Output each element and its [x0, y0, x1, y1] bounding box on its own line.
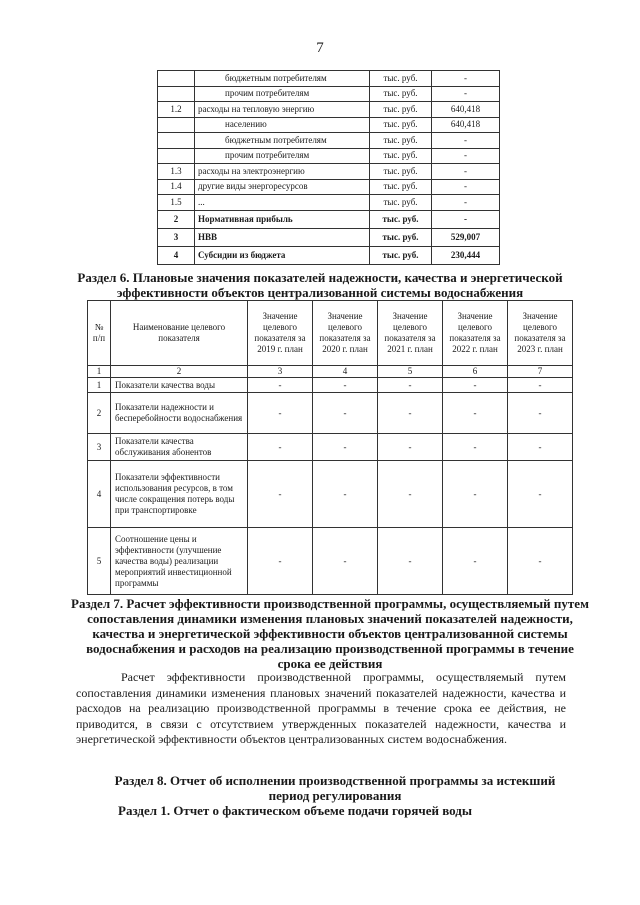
- table-row: [158, 179, 500, 195]
- row-value: 640,418: [432, 117, 500, 133]
- table-row: [88, 461, 573, 528]
- row-value: -: [432, 210, 500, 228]
- header-2021: Значение целевого показателя за 2021 г. план: [378, 301, 443, 366]
- row-number: 1.2: [158, 102, 195, 118]
- row-name: ...: [195, 195, 370, 211]
- row-number: 2: [88, 393, 111, 434]
- row-value: 529,007: [432, 228, 500, 246]
- row-value: -: [248, 378, 313, 393]
- row-name: Показатели качества воды: [111, 378, 248, 393]
- row-unit: тыс. руб.: [370, 117, 432, 133]
- row-unit: тыс. руб.: [370, 228, 432, 246]
- row-number: 4: [158, 246, 195, 264]
- row-value: -: [443, 434, 508, 461]
- colnum: 1: [88, 366, 111, 378]
- row-value: -: [378, 528, 443, 595]
- row-number: [158, 86, 195, 102]
- header-2023: Значение целевого показателя за 2023 г. план: [508, 301, 573, 366]
- row-unit: тыс. руб.: [370, 164, 432, 180]
- header-2020: Значение целевого показателя за 2020 г. план: [313, 301, 378, 366]
- row-value: -: [432, 195, 500, 211]
- row-unit: тыс. руб.: [370, 195, 432, 211]
- row-unit: тыс. руб.: [370, 71, 432, 87]
- row-name: НВВ: [195, 228, 370, 246]
- row-value: -: [313, 528, 378, 595]
- table-row: [88, 434, 573, 461]
- row-unit: тыс. руб.: [370, 133, 432, 149]
- page-number: 7: [316, 40, 324, 56]
- row-value: -: [378, 461, 443, 528]
- row-value: -: [443, 393, 508, 434]
- row-value: 230,444: [432, 246, 500, 264]
- table-row: [158, 228, 500, 246]
- row-number: [158, 117, 195, 133]
- table-row: [88, 393, 573, 434]
- row-unit: тыс. руб.: [370, 210, 432, 228]
- row-value: -: [508, 528, 573, 595]
- row-value: -: [313, 461, 378, 528]
- row-number: [158, 133, 195, 149]
- section7-paragraph: Расчет эффективности производственной программы, осуществляемый путем сопоставления динамики изменения плановых значений показателей надежности, качества и расходов на реализацию производственной программы в течение срока ее действия, не приводится, в связи с отсутствием утвержденных показателей надежности, качества и энергетической эффективности объектов централизованных систем водоснабжения.: [76, 670, 566, 747]
- table-row: [158, 133, 500, 149]
- cost-table: [157, 70, 500, 265]
- column-numbers-row: [88, 366, 573, 378]
- row-value: -: [508, 378, 573, 393]
- row-value: -: [378, 378, 443, 393]
- colnum: 4: [313, 366, 378, 378]
- row-unit: тыс. руб.: [370, 179, 432, 195]
- row-unit: тыс. руб.: [370, 86, 432, 102]
- indicators-table: [87, 300, 573, 595]
- section6-title: Раздел 6. Плановые значения показателей надежности, качества и энергетической эффективности объектов централизованной системы водоснабжения: [77, 270, 563, 300]
- row-value: -: [313, 393, 378, 434]
- header-name: Наименование целевого показателя: [111, 301, 248, 366]
- table-row: [88, 378, 573, 393]
- row-value: -: [248, 434, 313, 461]
- colnum: 3: [248, 366, 313, 378]
- row-name: Соотношение цены и эффективности (улучшение качества воды) реализации мероприятий инвестиционной программы: [111, 528, 248, 595]
- colnum: 7: [508, 366, 573, 378]
- table-row: [158, 148, 500, 164]
- row-number: 3: [158, 228, 195, 246]
- row-name: прочим потребителям: [195, 148, 370, 164]
- row-value: -: [248, 528, 313, 595]
- table-row: [158, 117, 500, 133]
- row-value: -: [313, 434, 378, 461]
- row-value: -: [432, 148, 500, 164]
- table-row: [158, 195, 500, 211]
- colnum: 2: [111, 366, 248, 378]
- table-row: [158, 86, 500, 102]
- table-row: [158, 164, 500, 180]
- row-name: Нормативная прибыль: [195, 210, 370, 228]
- colnum: 6: [443, 366, 508, 378]
- row-value: -: [248, 461, 313, 528]
- section8-subtitle: Раздел 1. Отчет о фактическом объеме подачи горячей воды: [118, 803, 472, 818]
- row-number: 1: [88, 378, 111, 393]
- row-value: -: [508, 461, 573, 528]
- row-number: 5: [88, 528, 111, 595]
- row-value: -: [508, 434, 573, 461]
- row-number: [158, 148, 195, 164]
- row-value: -: [432, 86, 500, 102]
- row-value: -: [432, 71, 500, 87]
- row-unit: тыс. руб.: [370, 246, 432, 264]
- row-number: 2: [158, 210, 195, 228]
- row-name: Показатели качества обслуживания абонентов: [111, 434, 248, 461]
- section7-title: Раздел 7. Расчет эффективности производственной программы, осуществляемый путем сопоставления динамики изменения плановых значений показателей надежности, качества и энергетической эффективности объектов централизованной системы водоснабжения и расходов на реализацию производственной программы в течение срока ее действия: [71, 596, 589, 671]
- row-name: бюджетным потребителям: [195, 71, 370, 87]
- table-row: [158, 210, 500, 228]
- row-name: другие виды энергоресурсов: [195, 179, 370, 195]
- row-name: Субсидии из бюджета: [195, 246, 370, 264]
- row-number: 3: [88, 434, 111, 461]
- row-value: -: [443, 378, 508, 393]
- row-value: -: [443, 528, 508, 595]
- row-name: Показатели эффективности использования ресурсов, в том числе сокращения потерь воды при транспортировке: [111, 461, 248, 528]
- header-no: № п/п: [88, 301, 111, 366]
- row-number: [158, 71, 195, 87]
- row-name: прочим потребителям: [195, 86, 370, 102]
- header-row: [88, 301, 573, 366]
- row-value: -: [248, 393, 313, 434]
- row-value: -: [443, 461, 508, 528]
- row-value: -: [313, 378, 378, 393]
- row-name: расходы на тепловую энергию: [195, 102, 370, 118]
- row-number: 1.3: [158, 164, 195, 180]
- row-value: -: [508, 393, 573, 434]
- row-name: расходы на электроэнергию: [195, 164, 370, 180]
- table-row: [158, 246, 500, 264]
- table-row: [158, 102, 500, 118]
- header-2022: Значение целевого показателя за 2022 г. план: [443, 301, 508, 366]
- row-value: -: [378, 434, 443, 461]
- row-value: -: [432, 164, 500, 180]
- row-value: -: [432, 133, 500, 149]
- header-2019: Значение целевого показателя за 2019 г. план: [248, 301, 313, 366]
- row-name: Показатели надежности и бесперебойности водоснабжения: [111, 393, 248, 434]
- row-value: -: [432, 179, 500, 195]
- table-row: [158, 71, 500, 87]
- colnum: 5: [378, 366, 443, 378]
- section8-title: Раздел 8. Отчет об исполнении производственной программы за истекший период регулирования: [114, 773, 556, 803]
- row-name: населению: [195, 117, 370, 133]
- row-number: 1.4: [158, 179, 195, 195]
- table-row: [88, 528, 573, 595]
- row-unit: тыс. руб.: [370, 148, 432, 164]
- row-unit: тыс. руб.: [370, 102, 432, 118]
- row-value: 640,418: [432, 102, 500, 118]
- row-number: 4: [88, 461, 111, 528]
- row-value: -: [378, 393, 443, 434]
- row-number: 1.5: [158, 195, 195, 211]
- row-name: бюджетным потребителям: [195, 133, 370, 149]
